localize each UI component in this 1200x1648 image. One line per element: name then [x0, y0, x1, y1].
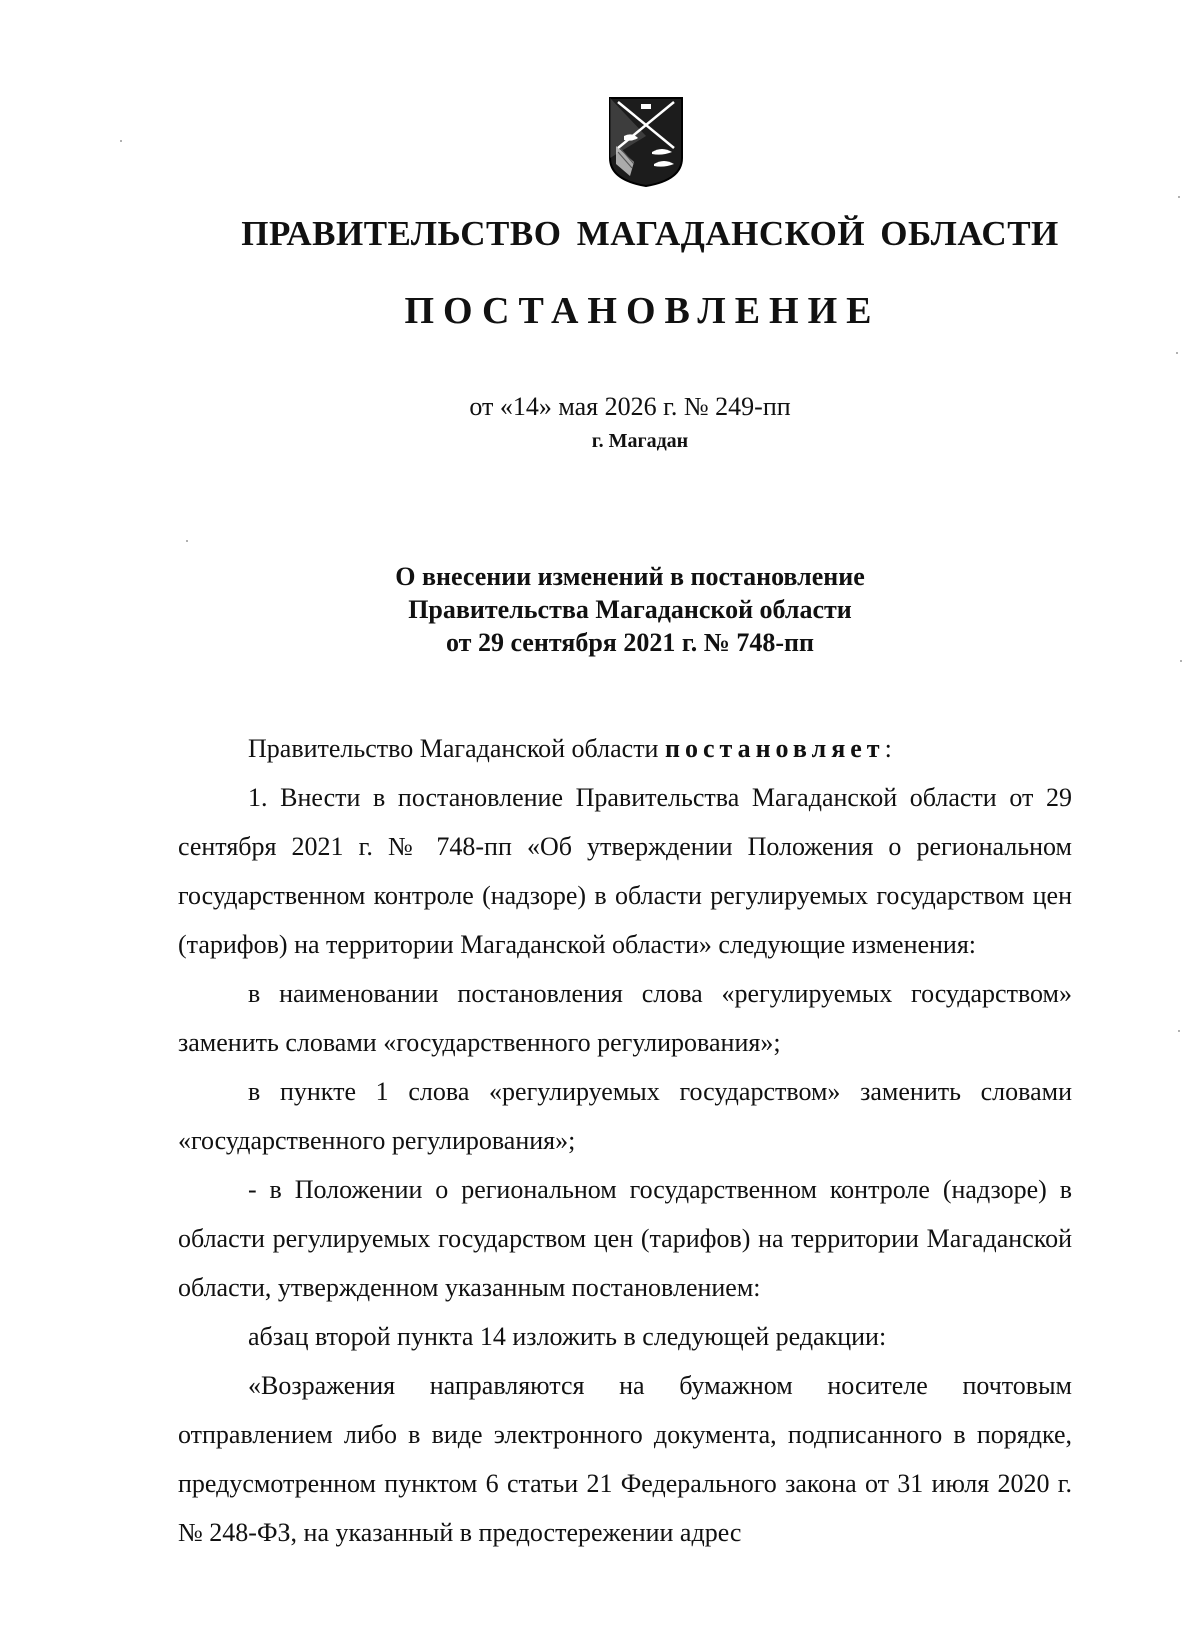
body-paragraph: «Возражения направляются на бумажном носителе почтовым отправлением либо в виде электронного документа, подписанного в порядке, предусмотренном пунктом 6 статьи 21 Федерального закона от 31 июля 2020 г. № 248-ФЗ, на указанный в предостережении адрес: [178, 1371, 1072, 1547]
body-paragraph: [178, 724, 1072, 773]
document-type: ПОСТАНОВЛЕНИЕ: [404, 290, 881, 332]
subject-line: от 29 сентября 2021 г. № 748-пп: [446, 628, 814, 657]
magadan-coat-of-arms-icon: [608, 96, 684, 188]
body-paragraph: в пункте 1 слова «регулируемых государством» заменить словами «государственного регулирования»;: [178, 1077, 1072, 1155]
document-subject: [0, 560, 1200, 659]
resolves-word: постановляет: [664, 734, 885, 763]
subject-line: О внесении изменений в постановление: [395, 562, 865, 591]
subject-line: Правительства Магаданской области: [408, 595, 852, 624]
date-and-number: от «14» мая 2026 г. № 249-пп: [469, 392, 791, 421]
scan-speck: [1176, 352, 1178, 354]
body-paragraph: в наименовании постановления слова «регулируемых государством» заменить словами «государственного регулирования»;: [178, 979, 1072, 1057]
body-paragraph: 1. Внести в постановление Правительства Магаданской области от 29 сентября 2021 г. № 748-пп «Об утверждении Положения о региональном государственном контроле (надзоре) в области регулируемых государством цен (тарифов) на территории Магаданской области» следующие изменения:: [178, 783, 1072, 959]
paragraph-text: Правительство Магаданской области: [248, 734, 665, 763]
scan-speck: [1178, 1030, 1180, 1032]
government-title: ПРАВИТЕЛЬСТВО МАГАДАНСКОЙ ОБЛАСТИ: [241, 214, 1059, 253]
body-paragraph: - в Положении о региональном государственном контроле (надзоре) в области регулируемых государством цен (тарифов) на территории Магаданской области, утвержденном указанным постановлением:: [178, 1175, 1072, 1302]
scan-speck: [186, 540, 188, 542]
city-name: г. Магадан: [591, 430, 689, 452]
scan-speck: [120, 140, 122, 142]
body-paragraph: абзац второй пункта 14 изложить в следующей редакции:: [248, 1322, 887, 1351]
scan-speck: [1180, 660, 1182, 662]
scan-speck: [1178, 196, 1180, 198]
paragraph-text: :: [884, 734, 892, 763]
document-body: [178, 724, 1072, 1557]
